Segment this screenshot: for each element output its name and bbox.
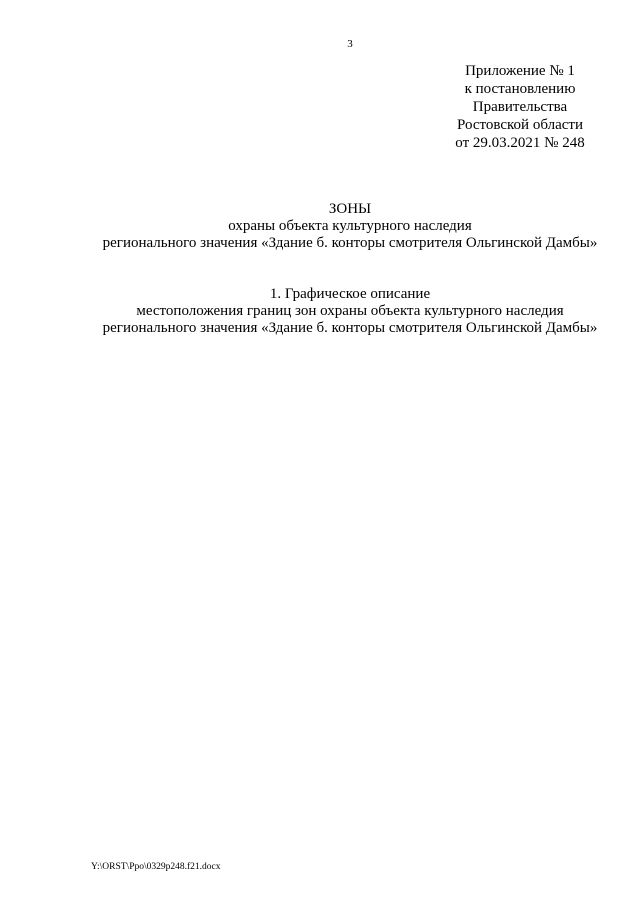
section-line: регионального значения «Здание б. конторы смотрителя Ольгинской Дамбы»: [102, 320, 598, 336]
appendix-line: к постановлению: [464, 81, 576, 97]
section-heading: 1. Графическое описание: [269, 286, 431, 302]
title-line: охраны объекта культурного наследия: [228, 218, 472, 234]
title-line: регионального значения «Здание б. конторы смотрителя Ольгинской Дамбы»: [102, 235, 598, 251]
appendix-line: Правительства: [472, 99, 568, 115]
appendix-header: [440, 62, 600, 152]
appendix-line: Ростовской области: [457, 117, 583, 133]
footer-file-path: Y:\ORST\Ppo\0329p248.f21.docx: [91, 862, 221, 872]
appendix-line: Приложение № 1: [465, 63, 575, 79]
section-line: местоположения границ зон охраны объекта культурного наследия: [136, 303, 564, 319]
page-number: 3: [347, 38, 353, 50]
appendix-date-line: от 29.03.2021 № 248: [455, 135, 585, 151]
title-heading: ЗОНЫ: [328, 201, 372, 217]
document-title: [0, 201, 640, 252]
section-title: [0, 286, 640, 337]
